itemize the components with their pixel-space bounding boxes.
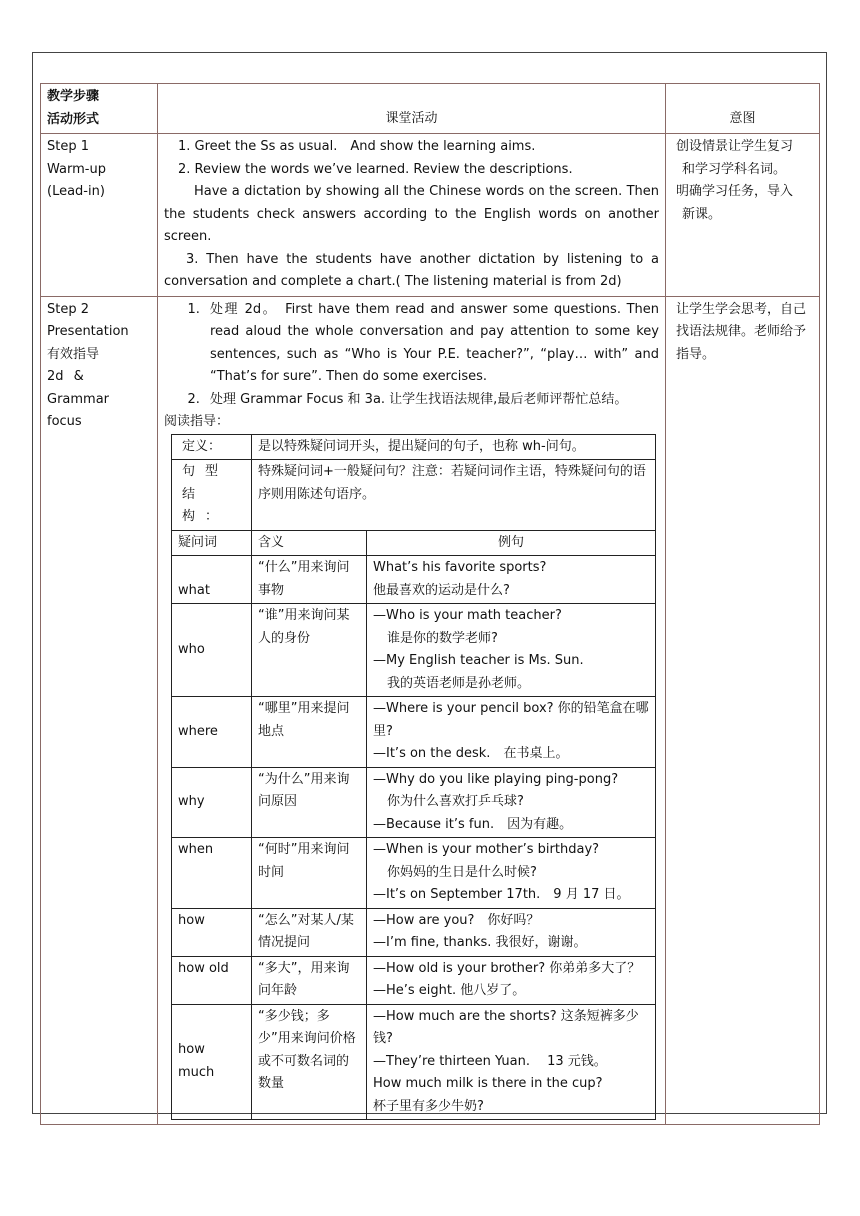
example-cell [367, 956, 656, 1004]
example-cell [367, 556, 656, 604]
table-row [172, 1004, 656, 1120]
table-row [172, 956, 656, 1004]
step2-sublabel: 有效指导 [47, 346, 100, 362]
question-word: who [172, 604, 252, 697]
step2-label: Step 2 [47, 301, 90, 317]
word-meaning: “谁”用来询问某人的身份 [252, 604, 367, 697]
example-line: —Where is your pencil box? 你的铅笔盒在哪里? [373, 701, 649, 739]
header-activity-label: 课堂活动 [385, 111, 438, 126]
step1-label: Step 1 [47, 139, 90, 154]
col-header-word: 疑问词 [172, 530, 252, 556]
step1-label-cell [41, 134, 158, 297]
word-meaning: “什么”用来询问事物 [252, 556, 367, 604]
word-meaning: “哪里”用来提问地点 [252, 697, 367, 768]
header-step [41, 84, 158, 134]
example-line: —Because it’s fun. 因为有趣。 [373, 816, 573, 832]
step1-activity: 1. Greet the Ss as usual. And show the learning aims. [178, 139, 536, 154]
example-line: —My English teacher is Ms. Sun. [373, 653, 584, 668]
table-row [172, 604, 656, 697]
table-row [172, 767, 656, 838]
structure-row [172, 460, 656, 531]
step1-sublabel: Warm-up [47, 161, 106, 177]
example-line: —How are you? 你好吗？ [373, 912, 540, 928]
question-word: what [172, 556, 252, 604]
example-line: 你妈妈的生日是什么时候? [387, 864, 537, 880]
step1-purpose: 和学习学科名词。 [682, 161, 787, 177]
step2-purpose-cell [666, 296, 820, 1125]
question-word: where [172, 697, 252, 768]
example-line: —Why do you like playing ping-pong? [373, 771, 619, 787]
example-line: —How much are the shorts? 这条短裤多少钱? [373, 1008, 639, 1046]
example-line: —They’re thirteen Yuan. 13 元钱。 [373, 1053, 607, 1069]
step1-purpose: 新课。 [682, 206, 722, 222]
step2-label-cell [41, 296, 158, 1125]
step1-purpose: 创设情景让学生复习 [676, 139, 794, 154]
header-row [41, 84, 820, 134]
header-step-line2: 活动形式 [47, 111, 100, 127]
definition-row [172, 434, 656, 460]
question-word: how [172, 908, 252, 956]
example-line: —It’s on the desk. 在书桌上。 [373, 746, 569, 761]
word-meaning: “怎么”对某人/某情况提问 [252, 908, 367, 956]
word-meaning: “多少钱；多少”用来询问价格或不可数名词的数量 [252, 1004, 367, 1120]
lesson-plan-table [40, 83, 820, 1125]
example-line: 谁是你的数学老师? [387, 630, 498, 646]
example-line: —I’m fine, thanks. 我很好，谢谢。 [373, 935, 587, 950]
table-row [172, 908, 656, 956]
definition-label: 定义： [172, 434, 252, 460]
example-line: —He’s eight. 他八岁了。 [373, 983, 526, 998]
step1-activity: Have a dictation by showing all the Chinese words on the screen. Then the students check answers according to the English words on another screen. [164, 184, 659, 244]
col-header-meaning: 含义 [252, 530, 367, 556]
structure-text: 特殊疑问词+一般疑问句？注意：若疑问词作主语，特殊疑问句的语序则用陈述句语序。 [252, 460, 656, 531]
step1-purpose: 明确学习任务，导入 [676, 184, 794, 199]
question-word: when [172, 838, 252, 909]
question-word: how much [172, 1004, 252, 1120]
step2-purpose: 让学生学会思考，自己找语法规律。老师给予指导。 [676, 301, 807, 362]
example-line: —When is your mother’s birthday? [373, 842, 600, 857]
example-line: —It’s on September 17th. 9 月 17 日。 [373, 887, 630, 902]
step1-activity-cell [158, 134, 666, 297]
example-cell [367, 838, 656, 909]
example-cell [367, 1004, 656, 1120]
example-line: —Who is your math teacher? [373, 608, 562, 623]
example-cell [367, 908, 656, 956]
example-line: 你为什么喜欢打乒乓球? [387, 794, 524, 809]
example-line: 他最喜欢的运动是什么? [373, 582, 510, 598]
column-header-row [172, 530, 656, 556]
structure-label: 句型结构： [172, 460, 252, 531]
step2-item-list [164, 299, 659, 412]
example-line: 杯子里有多少牛奶? [373, 1098, 484, 1114]
step1-activity: 3. Then have the students have another dictation by listening to a conversation and complete a chart.( The listening material is from 2d) [164, 251, 659, 289]
example-cell [367, 697, 656, 768]
example-line: What’s his favorite sports? [373, 560, 547, 575]
example-line: 我的英语老师是孙老师。 [387, 675, 531, 691]
step2-row [41, 296, 820, 1125]
word-meaning: “多大”，用来询问年龄 [252, 956, 367, 1004]
step2-item: 2. 处理 Grammar Focus 和 3a. 让学生找语法规律,最后老师评帮忙总结。 [204, 389, 659, 412]
question-word-table [171, 434, 656, 1121]
table-row [172, 556, 656, 604]
header-purpose-label: 意图 [729, 111, 756, 126]
definition-text: 是以特殊疑问词开头，提出疑问的句子，也称 wh-问句。 [252, 434, 656, 460]
example-cell [367, 767, 656, 838]
question-word: why [172, 767, 252, 838]
step1-activity: 2. Review the words we’ve learned. Review the descriptions. [178, 161, 573, 177]
table-row [172, 838, 656, 909]
step2-activity-cell [158, 296, 666, 1125]
header-step-line1: 教学步骤 [47, 89, 100, 104]
step2-sublabel: focus [47, 414, 82, 429]
example-line: How much milk is there in the cup? [373, 1076, 603, 1091]
word-meaning: “何时”用来询问时间 [252, 838, 367, 909]
step2-sublabel: 2d & Grammar [47, 369, 110, 407]
header-activity [158, 84, 666, 134]
col-header-example: 例句 [367, 530, 656, 556]
table-row [172, 697, 656, 768]
step1-purpose-cell [666, 134, 820, 297]
reading-guide-label: 阅读指导： [164, 414, 230, 429]
step1-row [41, 134, 820, 297]
step2-sublabel: Presentation [47, 324, 129, 339]
step2-item: 1. 处理 2d。 First have them read and answer some questions. Then read aloud the whole conversation and pay attention to some key sentences, such as “Who is Your P.E. teacher?”, “play… with” and “That’s for sure”. Then do some exercises. [204, 299, 659, 389]
question-word: how old [172, 956, 252, 1004]
step1-sublabel: (Lead-in) [47, 184, 105, 199]
example-line: —How old is your brother? 你弟弟多大了？ [373, 960, 641, 976]
word-meaning: “为什么”用来询问原因 [252, 767, 367, 838]
header-purpose [666, 84, 820, 134]
example-cell [367, 604, 656, 697]
